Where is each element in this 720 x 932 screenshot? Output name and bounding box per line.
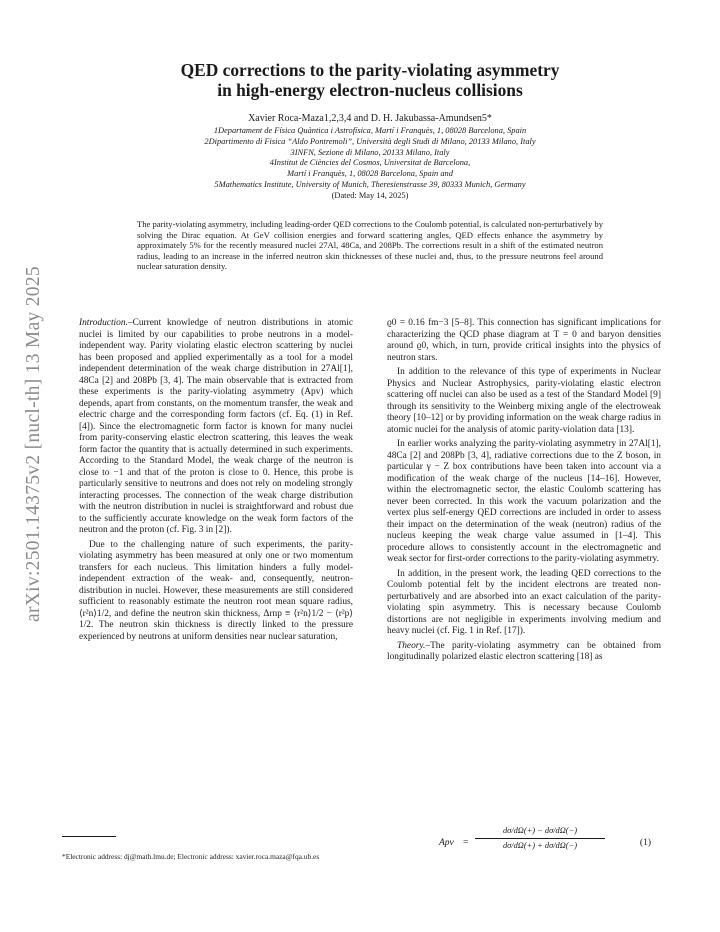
- equation-numerator: dσ/dΩ(+) − dσ/dΩ(−): [502, 826, 578, 835]
- abstract: The parity-violating asymmetry, including leading-order QED corrections to the Coulomb potential, is calculated non-perturbatively by solving the Dirac equation. At GeV collision energies and forward scattering angles, QED effects enhance the asymmetry by approximately 5% for the recently measured nuclei 27Al, 48Ca, and 208Pb. The corrections result in a shift of the estimated neutron radius, leading to an increase in the inferred neutron skin thicknesses of these nuclei and, thus, to the pressure neutrons feel around nuclear saturation density.: [137, 219, 603, 272]
- title-line-2: in high-energy electron-nucleus collisions: [217, 80, 523, 100]
- paragraph-present-work: In addition, in the present work, the leading QED corrections to the Coulomb potential felt by the incident electrons are treated non-perturbatively and are absorbed into an exact calculation of the parity-violating spin asymmetry. This is necessary because Coulomb distortions are not negligible in experiments involving medium and heavy nuclei (cf. Fig. 1 in Ref. [17]).: [387, 568, 661, 636]
- theory-paragraph: [387, 641, 661, 664]
- theory-text: –The parity-violating asymmetry can be obtained from longitudinally polarized elastic electron scattering [18] as: [387, 640, 661, 662]
- affiliation-4-cont: Martí i Franquès, 1, 08028 Barcelona, Spain and: [287, 169, 453, 179]
- affiliations: [100, 126, 640, 202]
- footnote-electronic-address: *Electronic address: dj@math.lmu.de; Electronic address: xavier.roca.maza@fqa.ub.es: [62, 852, 320, 861]
- paper-title: [100, 60, 640, 100]
- paragraph-challenges: Due to the challenging nature of such experiments, the parity-violating asymmetry has been measured at only one or two momentum transfers for each nucleus. This limitation hinders a fully model-independent extraction of the weak- and, consequently, neutron- distribution in nuclei. However, these measurements are still considered sufficient to reasonably estimate the neutron root mean square radius, ⟨r²n⟩1/2, and define the neutron skin thickness, Δrnp ≡ ⟨r²n⟩1/2 − ⟨r²p⟩1/2. The neutron skin thickness is directly linked to the pressure experienced by neutrons at uniform densities near nuclear saturation,: [79, 539, 353, 642]
- left-column: [79, 318, 353, 646]
- theory-heading: Theory.: [397, 640, 426, 651]
- affiliation-2: 2Dipartimento di Fisica “Aldo Pontremoli”, Università degli Studi di Milano, 20133 Milano, Italy: [204, 136, 536, 146]
- affiliation-5: 5Mathematics Institute, University of Munich, Theresienstrasse 39, 80333 Munich, Germany: [214, 179, 526, 189]
- affiliation-3: 3INFN, Sezione di Milano, 20133 Milano, Italy: [290, 147, 450, 157]
- paragraph-earlier-works: In earlier works analyzing the parity-violating asymmetry in 27Al[1], 48Ca [2] and 208Pb [3, 4], radiative corrections due to the Z boson, in particular γ − Z box contributions have been taken into account via a modification of the weak charge of the nucleus [14–16]. However, within the electromagnetic sector, the elastic Coulomb scattering has never been corrected. In this work the vacuum polarization and the vertex plus self-energy QED corrections are included in order to assess their impact on the determination of the weak (neutron) radius of the nucleus keeping the weak charge value assumed in [1–4]. This procedure allows to consistently account in the electromagnetic and weak sector for first-order corrections to the parity-violating asymmetry.: [387, 439, 661, 564]
- equation-number: (1): [639, 838, 651, 848]
- title-line-1: QED corrections to the parity-violating asymmetry: [180, 60, 560, 80]
- equation-1: [387, 825, 661, 869]
- paragraph-relevance: In addition to the relevance of this type of experiments in Nuclear Physics and Nuclear Astrophysics, parity-violating elastic electron scattering off nuclei can also be used as a test of the Standard Model [9] through its sensitivity to the Weinberg mixing angle of the electroweak theory [10–12] or by providing information on the weak charge radius in atomic nuclei for the analysis of atomic parity-violation data [13].: [387, 367, 661, 435]
- intro-heading: Introduction.: [79, 318, 128, 328]
- paragraph-saturation: ϱ0 = 0.16 fm−3 [5–8]. This connection has significant implications for characterizing the QCD phase diagram at T = 0 and baryon densities around ϱ0, which, in turn, provide critical insights into the physics of neutron stars.: [387, 318, 661, 363]
- equation-denominator: dσ/dΩ(+) + dσ/dΩ(−): [502, 841, 578, 850]
- right-column: [387, 318, 661, 667]
- equation-equals: =: [463, 838, 469, 848]
- affiliation-1: 1Departament de Física Quàntica i Astrofísica, Martí i Franquès, 1, 08028 Barcelona, Spain: [213, 126, 527, 135]
- affiliation-4: 4Institut de Ciències del Cosmos, Universitat de Barcelona,: [269, 158, 471, 168]
- arxiv-identifier-stamp: [14, 244, 54, 644]
- intro-text: –Current knowledge of neutron distributions in atomic nuclei is limited by our capabilities to probe neutrons in a model-independent way. Parity violating elastic electron scattering by nuclei has been proposed and applied experimentally as a tool for a model independent determination of the weak charge distribution in 27Al[1], 48Ca [2] and 208Pb [3, 4]. The main observable that is extracted from these experiments is the parity-violating asymmetry (Apv) which depends, apart from constants, on the momentum transfer, the weak and electric charge and the corresponding form factors (cf. Eq. (1) in Ref. [4]). Since the electromagnetic form factor is known for many nuclei from parity-conserving elastic electron scattering, this leaves the weak form factor the quantity that is actually determined in such experiments. According to the Standard Model, the weak charge of the neutron is close to −1 and that of the proton is close to 0. Hence, this probe is particularly sensitive to neutrons and does not rely on modeling strongly interacting processes. The connection of the weak charge distribution with the neutron distribution in nuclei is straightforward and robust due to the sufficiently accurate knowledge on the weak form factors of the neutron and the proton (cf. Fig. 3 in [2]).: [79, 318, 353, 535]
- equation-lhs: Apv: [439, 838, 454, 848]
- arxiv-id-text: arXiv:2501.14375v2 [nucl-th] 13 May 2025: [23, 266, 44, 622]
- author-list: Xavier Roca-Maza1,2,3,4 and D. H. Jakubassa-Amundsen5*: [248, 113, 492, 124]
- footnote-divider: [62, 836, 116, 837]
- intro-paragraph: [79, 318, 353, 537]
- fraction-bar: [475, 838, 605, 839]
- equation-fraction: [475, 825, 605, 852]
- date-line: (Dated: May 14, 2025): [331, 190, 409, 200]
